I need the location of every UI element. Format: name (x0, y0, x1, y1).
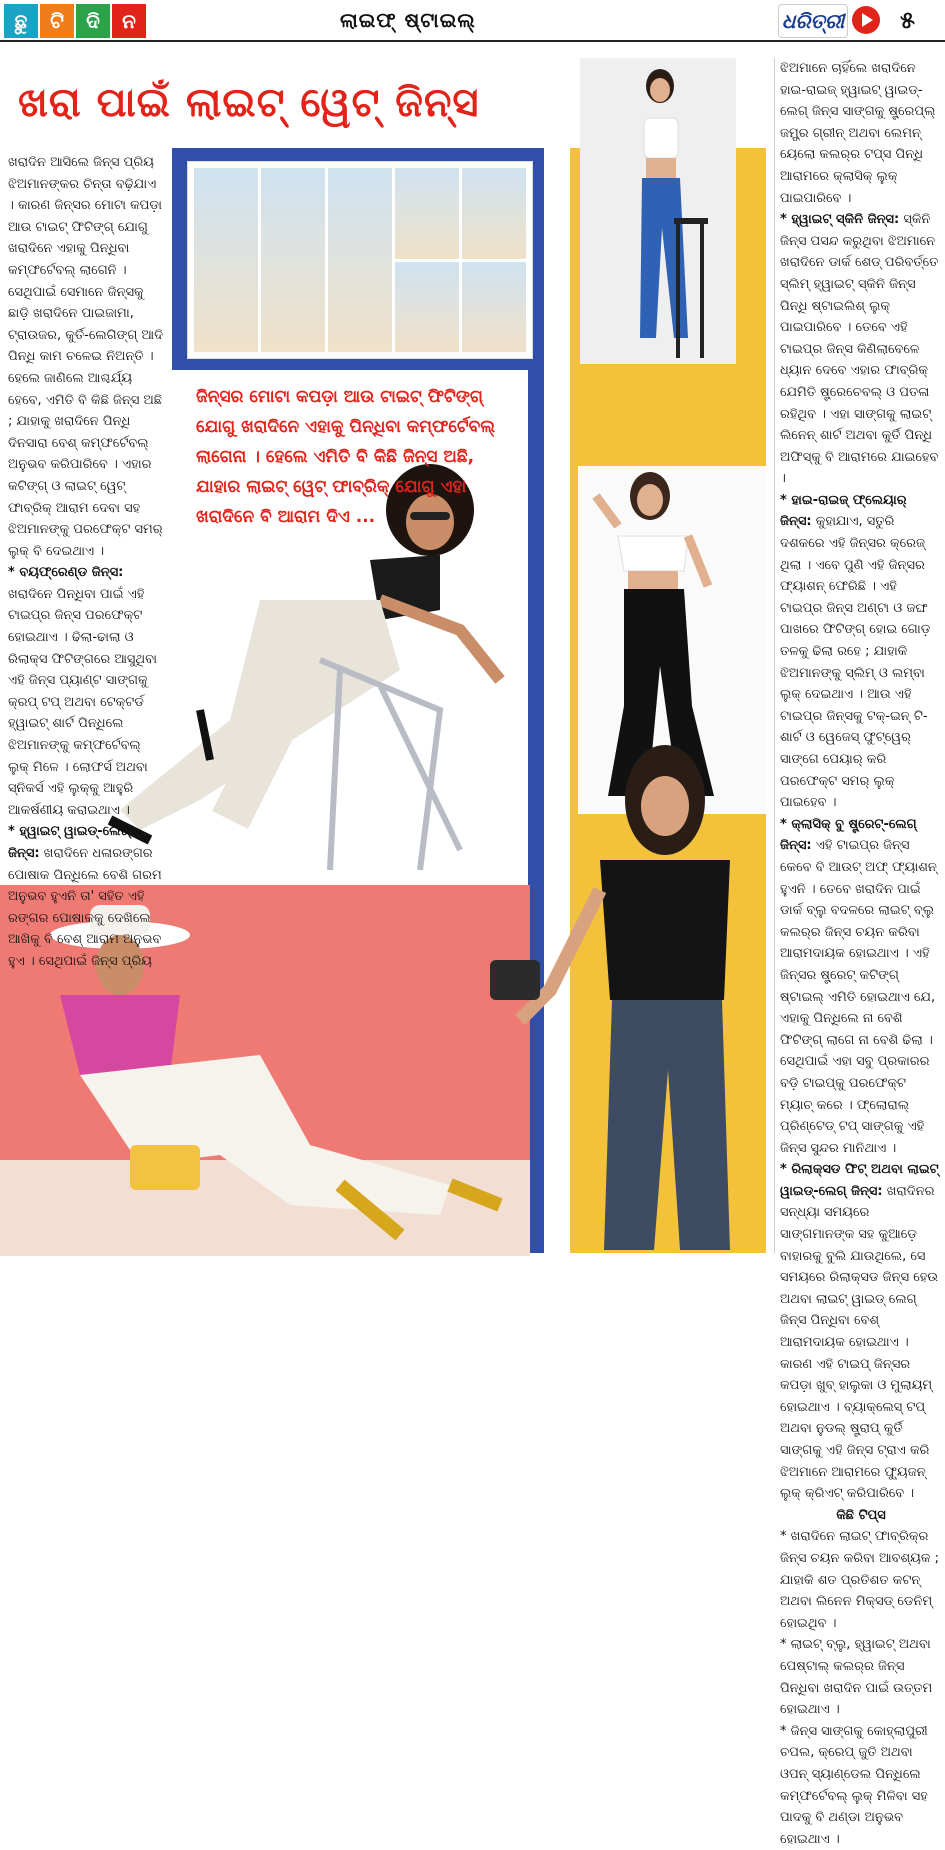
tip-paragraph (780, 1159, 942, 1505)
tip-body: ଖରାଦିନର ସନ୍ଧ୍ୟା ସମୟରେ ସାଙ୍ଗମାନଙ୍କ ସହ କୁଆଡ଼େ ବାହାରକୁ ବୁଲି ଯାଉଥିଲେ, ସେ ସମୟରେ ରିଲାକ୍ସଡ ଜିନ୍ସ ହେଉ ଅଥବା ଲାଇଟ୍ ୱାଇଡ୍ ଲେଗ୍ ଜିନ୍ସ ପିନ୍ଧିବା ବେଶ୍ ଆରାମଦାୟକ ହୋଇଥାଏ । କାରଣ ଏହି ଟାଇପ୍ ଜିନ୍ସର କପଡ଼ା ଖୁବ୍ ହାଲୁକା ଓ ମୁଲାୟମ୍ ହୋଇଥାଏ । ବ୍ୟାକ୍‌ଲେସ୍ ଟପ୍ ଅଥବା ନୁଡଲ୍ ଷ୍ଟ୍ରାପ୍ କୁର୍ତି ସାଙ୍ଗକୁ ଏହି ଜିନ୍ସ ଟ୍ରାଏ କରି ଝିଅମାନେ ଆରାମରେ ଫ୍ୟୁଜନ୍ ଲୁକ୍ କ୍ରିଏଟ୍ କରିପାରିବେ । (780, 1183, 939, 1502)
tip-bullet: * ଜିନ୍ସ ସାଙ୍ଗକୁ କୋହ୍ଲାପୁରୀ ଚପଲ, କ୍ରେପ୍ ଜୁତି ଅଥବା ଓପନ୍ ସ୍ୟାଣ୍ଡେଲ ପିନ୍ଧିଲେ କମ୍ଫର୍ଟେବଲ୍ ଲୁକ୍ ମିଳିବା ସହ ପାଦକୁ ବି ଥଣ୍ଡା ଅନୁଭବ ହୋଇଥାଏ । (780, 1723, 928, 1847)
collage-photo (395, 168, 459, 259)
tip-bullet: * ଲାଇଟ୍ ବ୍ଲୁ, ହ୍ୱାଇଟ୍ ଅଥବା ପେଷ୍ଟାଲ୍ କଲର୍‌ର ଜିନ୍ସ ପିନ୍ଧିବା ଖରାଦିନ ପାଇଁ ଉତ୍ତମ ହୋଇଥାଏ । (780, 1637, 933, 1718)
continued-paragraph: ଝିଅମାନେ ଚାହିଁଲେ ଖରାଦିନେ ହାଇ-ରାଇଜ୍ ହ୍ୱାଇଟ୍ ୱାଇଡ୍-ଲେଗ୍ ଜିନ୍ସ ସାଙ୍ଗକୁ ଷ୍ଟ୍ରେପ୍‌ଲ୍ ଜମ୍ଫ୍ର ଗ୍ରୀନ୍ ଅଥବା ଲେମନ୍ ୟେଲୋ କଲର୍‌ର ଟପ୍ସ ପିନ୍ଧି ଆରାମରେ କ୍ଲାସିକ୍ ଲୁକ୍ ପାଇପାରିବେ । (780, 61, 936, 206)
article-right-column (780, 58, 942, 1850)
tip-heading: * ବୟଫ୍ରେଣ୍ଡ ଜିନ୍ସ: (8, 565, 124, 581)
tip-heading: * ହ୍ୱାଇଟ୍ ୱାଇଡ୍-ଲେଗ୍ ଜିନ୍ସ: (8, 824, 131, 861)
collage-photo (395, 262, 459, 353)
tip-paragraph (8, 821, 164, 972)
tip-heading: * କ୍ଲାସିକ୍ ବୁ ଷ୍ଟ୍ରେଟ୍-ଲେଗ୍ ଜିନ୍ସ: (780, 816, 917, 854)
collage-photo (261, 168, 325, 352)
newspaper-logo: ଧରିତ୍ରୀ (778, 4, 848, 38)
collage-photo (462, 168, 526, 259)
tip-bullet: * ଖରାଦିନେ ଲାଇଟ୍ ଫାବ୍ରିକ୍‌ର ଜିନ୍ସ ଚୟନ କରିବା ଆବଶ୍ୟକ ; ଯାହାକି ଶତ ପ୍ରତିଶତ କଟନ୍ ଅଥବା ଲିନେନ ମିକ୍ସଡ୍ ଡେନିମ୍ ହୋଇଥିବ । (780, 1529, 939, 1631)
section-letter: ଦି (76, 4, 110, 38)
pull-quote: ଜିନ୍ସର ମୋଟା କପଡ଼ା ଆଉ ଟାଇଟ୍ ଫିଟିଙ୍ଗ୍ ଯୋଗୁ ଖରାଦିନେ ଏହାକୁ ପିନ୍ଧିବା କମ୍ଫର୍ଟେବଲ୍ ଲାଗେନା । ହେଲେ ଏମିତି ବି କିଛି ଜିନ୍ସ ଅଛି, ଯାହାର ଲାଇଟ୍ ୱେଟ୍ ଫାବ୍ରିକ୍ ଯୋଗୁ ଏହା ଖରାଦିନେ ବି ଆରାମ ଦିଏ ... (196, 387, 496, 527)
section-category: ଲାଇଫ୍ ଷ୍ଟାଇଲ୍ (340, 8, 476, 32)
page-number: ୫ (900, 6, 915, 34)
section-logo (4, 4, 146, 38)
column-divider (774, 58, 775, 1253)
intro-paragraph: ଖରାଦିନ ଆସିଲେ ଜିନ୍ସ ପ୍ରିୟ ଝିଅମାନଙ୍କର ଚିନ୍ତା ବଢ଼ିଯାଏ । କାରଣ ଜିନ୍ସର ମୋଟା କପଡ଼ା ଆଉ ଟାଇଟ୍ ଫିଟିଙ୍ଗ୍ ଯୋଗୁ ଖରାଦିନେ ଏହାକୁ ପିନ୍ଧିବା କମ୍ଫର୍ଟେବଲ୍ ଲାଗେନି । ସେଥିପାଇଁ ସେମାନେ ଜିନ୍ସକୁ ଛାଡ଼ି ଖରାଦିନେ ପାଇଜାମା, ଟ୍ରାଉଜର, କୁର୍ତି-ଲେଗିଙ୍ଗ୍ ଆଦି ପିନ୍ଧି କାମ ଚଳେଇ ନିଅନ୍ତି । ହେଲେ ଜାଣିଲେ ଆଶ୍ଚର୍ଯ୍ୟ ହେବେ, ଏମିତି ବି କିଛି ଜିନ୍ସ ଅଛି ; ଯାହାକୁ ଖରାଦିନେ ପିନ୍ଧି ଦିନସାରା ବେଶ୍ କମ୍ଫର୍ଟେବଲ୍ ଅନୁଭବ କରିପାରିବେ । ଏହାର କଟିଙ୍ଗ୍ ଓ ଲାଇଟ୍ ୱେଟ୍ ଫାବ୍ରିକ୍ ଆରାମ ଦେବା ସହ ଝିଅମାନଙ୍କୁ ପରଫେକ୍ଟ ସମର୍ ଲୁକ୍ ବି ଦେଇଥାଏ । (8, 155, 164, 559)
model-figure (500, 740, 790, 1250)
tip-paragraph (780, 209, 942, 490)
tip-paragraph (780, 814, 942, 1160)
tip-heading: * ହ୍ୱାଇଟ୍ ସ୍କିନି ଜିନ୍ସ: (780, 212, 900, 228)
tip-body: ଖରାଦିନେ ପିନ୍ଧିବା ପାଇଁ ଏହି ଟାଇପ୍‌ର ଜିନ୍ସ ପରଫେକ୍ଟ ହୋଇଥାଏ । ଢିଲା-ଢାଲା ଓ ରିଲାକ୍ସ ଫିଟିଙ୍ଗରେ ଆସୁଥିବା ଏହି ଜିନ୍ସ ପ୍ୟାଣ୍ଟ ସାଙ୍ଗକୁ କ୍ରପ୍ ଟପ୍ ଅଥବା ଟେକ୍‌ଟର୍ଡ ହ୍ୱାଇଟ୍ ଶାର୍ଟ ପିନ୍ଧିଲେ ଝିଅମାନଙ୍କୁ କମ୍ଫର୍ଟେବଲ୍ ଲୁକ୍ ମିଳେ । ଲୋଫର୍ସ ଅଥବା ସ୍ନିକର୍ସ ଏହି ଲୁକ୍‌କୁ ଆହୁରି ଆକର୍ଷଣୀୟ କରାଇଥାଏ । (8, 586, 157, 818)
tip-heading: * ରିଲାକ୍ସଡ ଫିଟ୍ ଅଥବା ଲାଇଟ୍ ୱାଇଡ୍-ଲେଗ୍ ଜିନ୍ସ: (780, 1162, 939, 1199)
collage-photo (194, 168, 258, 352)
model-photo-skinny-jeans (580, 58, 736, 364)
tip-body: ଏହି ଟାଇପ୍‌ର ଜିନ୍ସ କେବେ ବି ଆଉଟ୍ ଅଫ୍ ଫ୍ୟାଶନ୍ ହୁଏନି । ତେବେ ଖରାଦିନ ପାଇଁ ଡାର୍କ ବ୍ଲୁ ବଦଳରେ ଲାଇଟ୍ ବ୍ଲୁ କଲର୍‌ର ଜିନ୍ସ ଚୟନ କରିବା ଆରାମଦାୟକ ହୋଇଥାଏ । ଏହି ଜିନ୍ସର ଷ୍ଟ୍ରେଟ୍ କଟିଙ୍ଗ୍ ଷ୍ଟାଇଲ୍ ଏମିତି ହୋଇଥାଏ ଯେ, ଏହାକୁ ପିନ୍ଧିଲେ ନା ବେଶି ଫିଟିଙ୍ଗ୍ ଲାଗେ ନା ବେଶି ଢିଲା । ସେଥିପାଇଁ ଏହା ସବୁ ପ୍ରକାରର ବଡ଼ି ଟାଇପ୍‌କୁ ପରଫେକ୍ଟ ମ୍ୟାଚ୍ କରେ । ଫ୍ଲୋରାଲ୍ ପ୍ରିଣ୍ଟେଡ୍ ଟପ୍ ସାଙ୍ଗକୁ ଏହି ଜିନ୍ସ ସୁନ୍ଦର ମାନିଥାଏ । (780, 838, 937, 1156)
section-letter: ନ (112, 4, 146, 38)
collage-photo (328, 168, 392, 352)
section-letter: ଟି (40, 4, 74, 38)
collage-photo (462, 262, 526, 353)
model-photo-relaxed-jeans (500, 740, 790, 1250)
page-header (0, 0, 945, 42)
section-letter: ଛୁ (4, 4, 38, 38)
tip-paragraph (780, 490, 942, 814)
photo-collage (188, 162, 532, 358)
tip-heading: * ହାଇ-ରାଇଜ୍ ଫ୍ଲେୟାର୍ ଜିନ୍ସ: (780, 492, 907, 530)
play-icon (852, 6, 880, 34)
tips-heading: କିଛି ଟିପ୍ସ (836, 1507, 886, 1523)
headline: ଖରା ପାଇଁ ଲାଇଟ୍ ୱେଟ୍ ଜିନ୍ସ (18, 80, 480, 126)
tip-paragraph (8, 562, 164, 821)
tip-body: କୁହାଯାଏ, ସତୁରି ଦଶକରେ ଏହି ଜିନ୍ସର କ୍ରେଜ୍ ଥିଲା । ଏବେ ପୁଣି ଏହି ଜିନ୍ସର ଫ୍ୟାଶନ୍ ଫେରିଛି । ଏହି ଟାଇପ୍‌ର ଜିନ୍ସ ଅଣ୍ଟା ଓ ଜଙ୍ଘ ପାଖରେ ଫିଟିଙ୍ଗ୍ ହୋଇ ଗୋଡ଼ ତଳକୁ ଢିଲା ରହେ ; ଯାହାକି ଝିଅମାନଙ୍କୁ ସ୍ଲିମ୍ ଓ ଲମ୍ବା ଲୁକ୍ ଦେଇଥାଏ । ଆଉ ଏହି ଟାଇପ୍‌ର ଜିନ୍ସକୁ ଟକ୍-ଇନ୍ ଟି-ଶାର୍ଟ ଓ ୱେଜେସ୍ ଫୁଟ୍‌ୱେର୍ ସାଙ୍ଗେ ପେୟାର୍ କରି ପରଫେକ୍ଟ ସମର୍ ଲୁକ୍ ପାଇହେବ । (780, 514, 931, 811)
tip-body: ଖରାଦିନେ ଧଳାରଙ୍ଗର ପୋଷାକ ପିନ୍ଧିଲେ ବେଶି ଗରମ ଅନୁଭବ ହୁଏନି ତା' ସହିତ ଏହି ରଙ୍ଗର ପୋଷାକକୁ ଦେଖିଲେ ଆଖିକୁ ବି ବେଶ୍ ଆରାମ ଅନୁଭବ ହୁଏ । ସେଥିପାଇଁ ଜିନ୍ସ ପ୍ରିୟ (8, 846, 162, 969)
article-left-column (8, 152, 164, 973)
model-figure (580, 58, 736, 364)
tip-body: ସ୍କିନି ଜିନ୍ସ ପସନ୍ଦ କରୁଥିବା ଝିଅମାନେ ଖରାଦିନେ ଡାର୍କ ଶେଡ୍ ପରିବର୍ତ୍ତେ ସ୍ଲିମ୍ ହ୍ୱାଇଟ୍ ସ୍କିନି ଜିନ୍ସ ପିନ୍ଧି ଷ୍ଟାଇଲିଶ୍ ଲୁକ୍ ପାଇପାରିବେ । ତେବେ ଏହି ଟାଇପ୍‌ର ଜିନ୍ସ କିଣିଲାବେଳେ ଧ୍ୟାନ ଦେବେ ଏହାର ଫାବ୍ରିକ୍ ଯେମିତି ଷ୍ଟ୍ରେଚେବଲ୍ ଓ ପତଳା ରହିଥିବ । ଏହା ସାଙ୍ଗକୁ ଲାଇଟ୍ ଲିନେନ୍ ଶାର୍ଟ ଅଥବା କୁର୍ତି ପିନ୍ଧି ଅଫିସ୍‌କୁ ବି ଆରାମରେ ଯାଇହେବ । (780, 212, 939, 487)
